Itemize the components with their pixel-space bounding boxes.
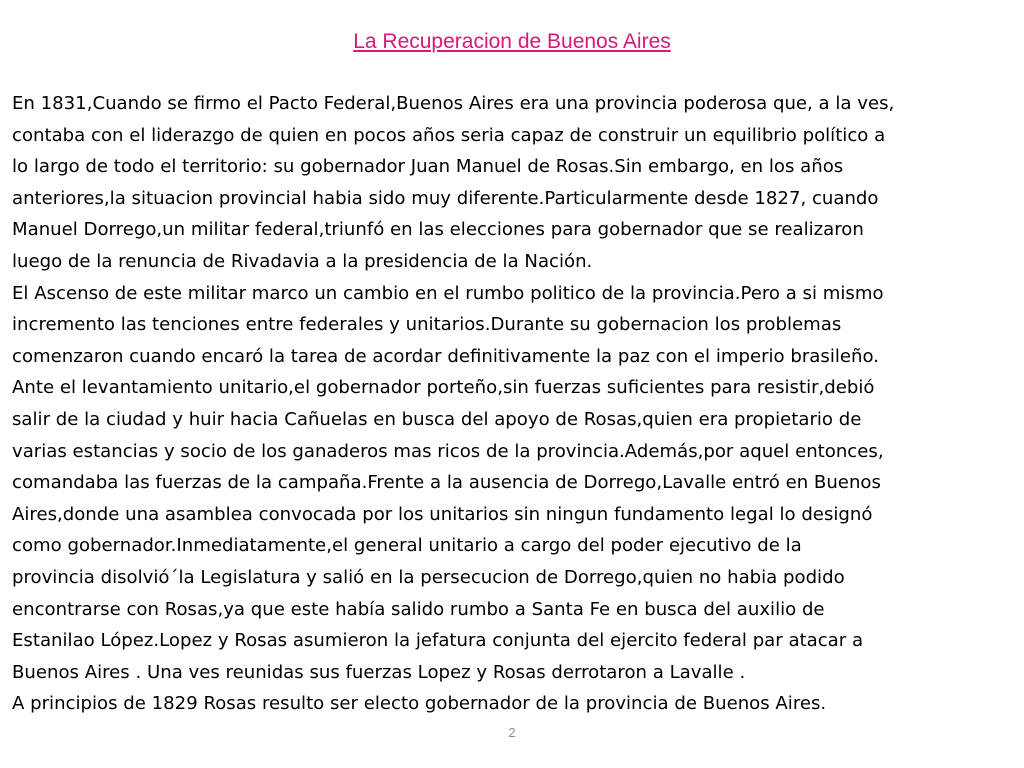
- body-line: como gobernador.Inmediatamente,el general unitario a cargo del poder ejecutivo de la: [12, 535, 802, 557]
- body-line: En 1831,Cuando se firmo el Pacto Federal,Buenos Aires era una provincia poderosa que, a la ves,: [12, 93, 895, 114]
- body-line: comenzaron cuando encaró la tarea de acordar definitivamente la paz con el imperio brasileño.: [12, 345, 879, 367]
- body-line: comandaba las fuerzas de la campaña.Frente a la ausencia de Dorrego,Lavalle entró en Buenos: [12, 472, 881, 494]
- body-line: anteriores,la situacion provincial habia sido muy diferente.Particularmente desde 1827, cuando: [12, 187, 879, 209]
- body-line: Aires,donde una asamblea convocada por los unitarios sin ningun fundamento legal lo designó: [12, 503, 873, 525]
- body-line: provincia disolvió´la Legislatura y salió en la persecucion de Dorrego,quien no habia podido: [12, 566, 845, 588]
- body-line: varias estancias y socio de los ganaderos mas ricos de la provincia.Además,por aquel entonces,: [12, 440, 884, 462]
- slide-body-text: [12, 88, 1016, 720]
- body-line: incremento las tenciones entre federales y unitarios.Durante su gobernacion los problemas: [12, 314, 842, 336]
- slide-title: La Recuperacion de Buenos Aires: [353, 30, 671, 53]
- body-line: Buenos Aires . Una ves reunidas sus fuerzas Lopez y Rosas derrotaron a Lavalle .: [12, 661, 746, 683]
- page-number: 2: [508, 725, 516, 740]
- body-line: salir de la ciudad y huir hacia Cañuelas en busca del apoyo de Rosas,quien era propietario de: [12, 408, 862, 430]
- body-line: El Ascenso de este militar marco un cambio en el rumbo politico de la provincia.Pero a si mismo: [12, 282, 884, 304]
- body-line: luego de la renuncia de Rivadavia a la presidencia de la Nación.: [12, 250, 593, 272]
- body-line: Manuel Dorrego,un militar federal,triunfó en las elecciones para gobernador que se realizaron: [12, 219, 864, 241]
- body-line: Estanilao López.Lopez y Rosas asumieron la jefatura conjunta del ejercito federal par atacar a: [12, 630, 864, 652]
- body-line: encontrarse con Rosas,ya que este había salido rumbo a Santa Fe en busca del auxilio de: [12, 598, 825, 620]
- body-line: A principios de 1829 Rosas resulto ser electo gobernador de la provincia de Buenos Aires.: [12, 693, 827, 715]
- body-line: contaba con el liderazgo de quien en pocos años seria capaz de construir un equilibrio político a: [12, 124, 886, 146]
- body-line: lo largo de todo el territorio: su gobernador Juan Manuel de Rosas.Sin embargo, en los años: [12, 156, 844, 178]
- body-line: Ante el levantamiento unitario,el gobernador porteño,sin fuerzas suficientes para resistir,debió: [12, 377, 875, 399]
